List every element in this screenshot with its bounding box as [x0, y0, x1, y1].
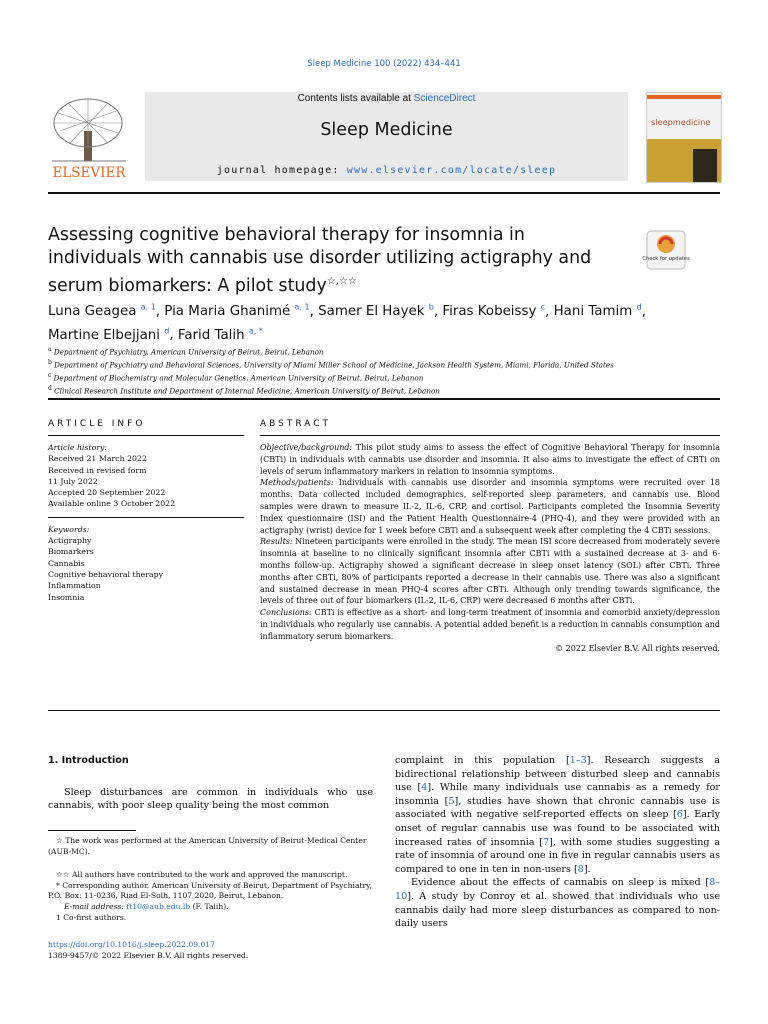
keyword: Cognitive behavioral therapy	[48, 569, 164, 579]
history-item: 11 July 2022	[48, 476, 98, 486]
author[interactable]: Pia Maria Ghanimé $^{a, 1}$	[164, 303, 310, 320]
sciencedirect-link[interactable]: ScienceDirect	[413, 93, 476, 104]
reference-link[interactable]: 1–3	[569, 755, 587, 766]
email-link[interactable]: ft10@aub.edu.lb	[126, 901, 191, 911]
citation-link[interactable]: Sleep Medicine 100 (2022) 434–441	[307, 59, 461, 69]
footnote: ☆ The work was performed at the American University of Beirut-Medical Center (AUB-MC).	[48, 836, 367, 856]
footnote-email: E-mail address: ft10@aub.edu.lb (F. Talih).	[64, 901, 229, 911]
footnotes	[48, 836, 373, 923]
keyword: Insomnia	[48, 592, 85, 602]
abstract-section: Results: Nineteen participants were enrolled in the study. The mean ISI score decreased from moderately severe insomnia at baseline to no clinically significant insomnia after CBTi with a sustained decrease at 3- and 6-months follow-up. Actigraphy showed a significant decrease in sleep onset latency (SOL) after CBTi. Three months after CBTi, 80% of participants reported a decrease in their cannabis use. There was also a significant and sustained decrease in mean PHQ-4 scores after CBTi. Although only trending towards significance, the levels of three out of four biomarkers (IL-2, IL-6, CRP) were decreased 6 months after CBTi.	[260, 537, 720, 606]
contents-line: Contents lists available at ScienceDirect	[297, 93, 476, 104]
abstract-heading: ABSTRACT	[260, 419, 332, 429]
intro-paragraph: Sleep disturbances are common in individuals who use cannabis, with poor sleep quality being the most common	[48, 786, 373, 812]
history-item: Accepted 20 September 2022	[48, 488, 166, 498]
history-item: Received in revised form	[48, 465, 147, 475]
intro-paragraph: Evidence about the effects of cannabis on sleep is mixed [8–10]. A study by Conroy et al. showed that individuals who use cannabis daily had more sleep disturbances as compared to non-daily users	[395, 877, 720, 930]
keyword: Actigraphy	[48, 536, 92, 546]
elsevier-wordmark: ELSEVIER	[52, 165, 126, 181]
doi-link[interactable]: https://doi.org/10.1016/j.sleep.2022.09.017	[48, 940, 215, 949]
issn-line: 1389-9457/© 2022 Elsevier B.V. All rights reserved.	[48, 951, 249, 960]
check-updates-label: Check for updates	[642, 256, 690, 262]
footnote-rule	[48, 830, 136, 831]
keywords-rule	[48, 517, 244, 518]
abstract-rule	[260, 435, 720, 436]
history-label: Article history:	[48, 443, 108, 452]
reference-link[interactable]: 7	[543, 836, 550, 848]
elsevier-tree-logo	[48, 93, 130, 181]
history-item: Received 21 March 2022	[48, 454, 147, 464]
author[interactable]: Firas Kobeissy $^c$	[442, 303, 546, 320]
footnote: ☆☆ All authors have contributed to the work and approved the manuscript.	[56, 870, 348, 880]
section-rule	[48, 398, 720, 400]
title-footnote-marks: ☆,☆☆	[326, 276, 357, 287]
intro-heading: 1. Introduction	[48, 755, 129, 766]
reference-link[interactable]: 5	[448, 795, 455, 807]
check-updates-icon	[642, 230, 690, 270]
abstract-copyright: © 2022 Elsevier B.V. All rights reserved.	[555, 643, 720, 653]
history-item: Available online 3 October 2022	[48, 499, 176, 509]
keyword: Cannabis	[48, 558, 85, 568]
reference-link[interactable]: 8–10	[395, 877, 720, 902]
abstract-section: Methods/patients: Individuals with cannabis use disorder and insomnia symptoms were recruited over 18 months. Data collected included demographics, self-reported sleep parameters, and cannabis use. Blood samples were drawn to measure IL-2, IL-6, CRP, and cortisol. Participants completed the Insomnia Severity Index questionnaire (ISI) and the Patient Health Questionnaire-4 (PHQ-4), and they were provided with an actigraphy (wrist) device for 1 week before CBTi and a subsequent week after completing the 4 CBTi sessions.	[260, 478, 721, 535]
affiliation: $^a$ Department of Psychiatry, American University of Beirut, Beirut, Lebanon	[48, 346, 324, 357]
abstract-end-rule	[48, 710, 720, 711]
cover-title: sleepmedicine	[651, 117, 711, 127]
intro-right-column	[395, 754, 720, 931]
footnote: * Corresponding author. American University of Beirut, Department of Psychiatry, P.O. Box: 11-0236, Riad El-Solh, 1107 2020, Beirut, Lebanon.	[48, 880, 372, 901]
article-info-rule	[48, 435, 244, 436]
journal-name: Sleep Medicine	[320, 120, 453, 140]
journal-cover-thumbnail	[646, 92, 722, 183]
reference-link[interactable]: 8	[577, 863, 584, 875]
keyword: Inflammation	[48, 581, 101, 591]
article-identifiers	[48, 939, 373, 961]
affiliation: $^c$ Department of Biochemistry and Molecular Genetics, American University of Beirut, Beirut, Lebanon	[48, 371, 424, 383]
homepage-link[interactable]: www.elsevier.com/locate/sleep	[346, 165, 557, 176]
article-info	[48, 442, 244, 603]
author[interactable]: Luna Geagea $^{a, 1}$	[48, 303, 156, 320]
affiliation: $^d$ Clinical Research Institute and Department of Internal Medicine, American University of Beirut, Lebanon	[48, 384, 440, 396]
check-for-updates-badge[interactable]	[642, 230, 690, 270]
journal-header	[48, 87, 720, 183]
article-title: Assessing cognitive behavioral therapy for insomnia in individuals with cannabis use disorder utilizing actigraphy and serum biomarkers: A pilot study☆,☆☆	[48, 225, 592, 296]
author[interactable]: Martine Elbejjani $^d$	[48, 326, 170, 343]
author-list: Luna Geagea $^{a, 1}$, Pia Maria Ghanimé $^{a, 1}$, Samer El Hayek $^b$, Firas Kobeissy $^c$, Hani Tamim $^d$, Martine Elbejjani $^d$, Farid Talih $^{a, *}$	[48, 303, 646, 343]
journal-citation	[0, 59, 768, 69]
reference-link[interactable]: 6	[676, 809, 683, 821]
intro-paragraph: complaint in this population [1–3]. Research suggests a bidirectional relationship between disturbed sleep and cannabis use [4]. While many individuals use cannabis as a remedy for insomnia [5], studies have shown that chronic cannabis use is associated with negative self-reported effects on sleep [6]. Early onset of regular cannabis use was found to be associated with increased rates of insomnia [7], with some studies suggesting a rate of insomnia of around one in five in regular cannabis users as compared to one in ten in non-users [8].	[395, 755, 721, 875]
abstract-section: Objective/background: This pilot study aims to assess the effect of Cognitive Behavioral Therapy for insomnia (CBTi) in individuals with cannabis use disorder and insomnia. It also aims to investigate the effect of CBTi on levels of serum inflammatory markers in relation to insomnia symptoms.	[260, 443, 720, 476]
article-info-heading: ARTICLE INFO	[48, 419, 146, 429]
header-rule	[48, 192, 720, 194]
keywords-label: Keywords:	[48, 524, 90, 534]
abstract-body	[260, 442, 720, 654]
journal-homepage: journal homepage: www.elsevier.com/locate/sleep	[216, 165, 557, 176]
intro-left-column	[48, 754, 373, 813]
affiliations	[48, 345, 698, 397]
keyword: Biomarkers	[48, 547, 94, 557]
author[interactable]: Hani Tamim $^d$	[553, 303, 642, 320]
reference-link[interactable]: 4	[421, 782, 428, 794]
affiliation: $^b$ Department of Psychiatry and Behavioral Sciences, University of Miami Miller School of Medicine, Jackson Health System, Miami, Florida, United States	[48, 358, 614, 370]
author[interactable]: Samer El Hayek $^b$	[318, 303, 434, 320]
footnote: 1 Co-first authors.	[56, 912, 127, 922]
abstract-section: Conclusions: CBTi is effective as a short- and long-term treatment of insomnia and comorbid anxiety/depression in individuals who regularly use cannabis. A potential added benefit is a reduction in cannabis consumption and inflammatory serum biomarkers.	[260, 608, 720, 641]
author[interactable]: Farid Talih $^{a, *}$	[177, 326, 263, 343]
